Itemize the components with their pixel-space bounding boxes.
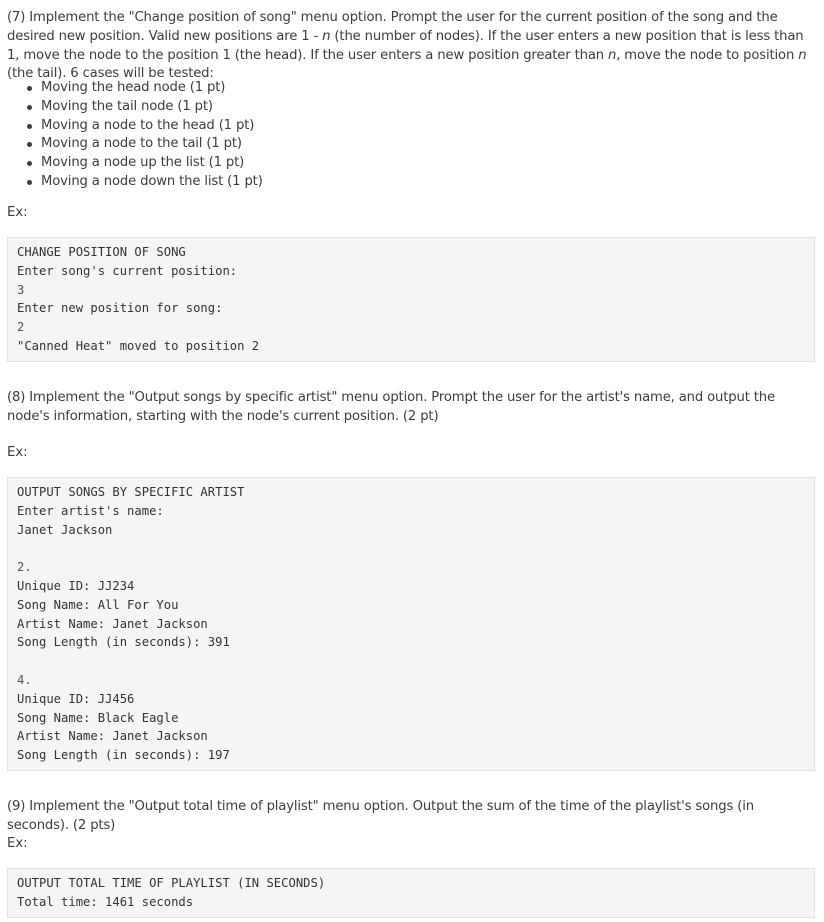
code-line: 2. [17,560,32,575]
section-9-description: (9) Implement the "Output total time of playlist" menu option. Output the sum of the time of the playlist's songs (in seconds). (2 pts) [7,799,754,833]
code-line: OUTPUT SONGS BY SPECIFIC ARTIST [17,485,245,499]
code-example-change-position [7,237,815,362]
code-line: Unique ID: JJ234 [17,578,135,593]
code-line: Unique ID: JJ456 [17,691,135,706]
code-line: Enter artist's name: [17,503,164,518]
code-line: CHANGE POSITION OF SONG [17,245,186,259]
code-line: Enter song's current position: [17,263,238,278]
example-label: Ex: [7,205,28,220]
example-label: Ex: [7,836,28,851]
list-item: Moving the head node (1 pt) [27,79,263,98]
list-item: Moving a node up the list (1 pt) [27,154,263,173]
section-8-description: (8) Implement the "Output songs by specific artist" menu option. Prompt the user for the artist's name, and output the node's information, starting with the node's current position. (2 pt) [7,390,775,424]
code-line: "Canned Heat" moved to position 2 [17,338,260,353]
code-line: 2 [17,320,25,335]
code-line: Song Length (in seconds): 197 [17,748,230,763]
section-7-n-3: n [798,47,807,63]
section-7-text-a: (7) Implement the "Change position of song" menu option. Prompt the user for the current position of the song and the desired new position. Valid new positions are 1 - [7,10,778,44]
code-line: Song Name: All For You [17,597,179,612]
code-line: Song Name: Black Eagle [17,710,179,725]
section-7-text-b: (the number of nodes). If the user enters a new position that is less than 1, move the node to the position 1 (the head). If the user enters a new position greater than [7,28,804,63]
section-7-text-c: , move the node to position [616,47,799,63]
code-line: Janet Jackson [17,522,113,537]
code-line: Artist Name: Janet Jackson [17,616,208,631]
code-line: Artist Name: Janet Jackson [17,729,208,744]
test-cases-list [27,79,263,192]
code-blank-line [17,652,805,671]
section-7-n-2: n [608,47,617,63]
code-line: 3 [17,282,25,297]
code-line: Total time: 1461 seconds [17,894,194,909]
example-label: Ex: [7,445,28,460]
section-7-n-1: n [322,28,331,44]
section-7-text-d: (the tail). 6 cases will be tested: [7,66,214,82]
list-item: Moving a node down the list (1 pt) [27,173,263,192]
section-7-description [7,9,812,84]
code-example-total-time [7,868,815,918]
list-item: Moving a node to the head (1 pt) [27,117,263,136]
code-line: 4. [17,672,32,687]
code-line: Enter new position for song: [17,301,223,316]
code-example-artist-output [7,477,815,771]
list-item: Moving the tail node (1 pt) [27,98,263,117]
code-line: OUTPUT TOTAL TIME OF PLAYLIST (IN SECONDS) [17,876,326,890]
code-blank-line [17,539,805,558]
list-item: Moving a node to the tail (1 pt) [27,135,263,154]
code-line: Song Length (in seconds): 391 [17,635,230,650]
